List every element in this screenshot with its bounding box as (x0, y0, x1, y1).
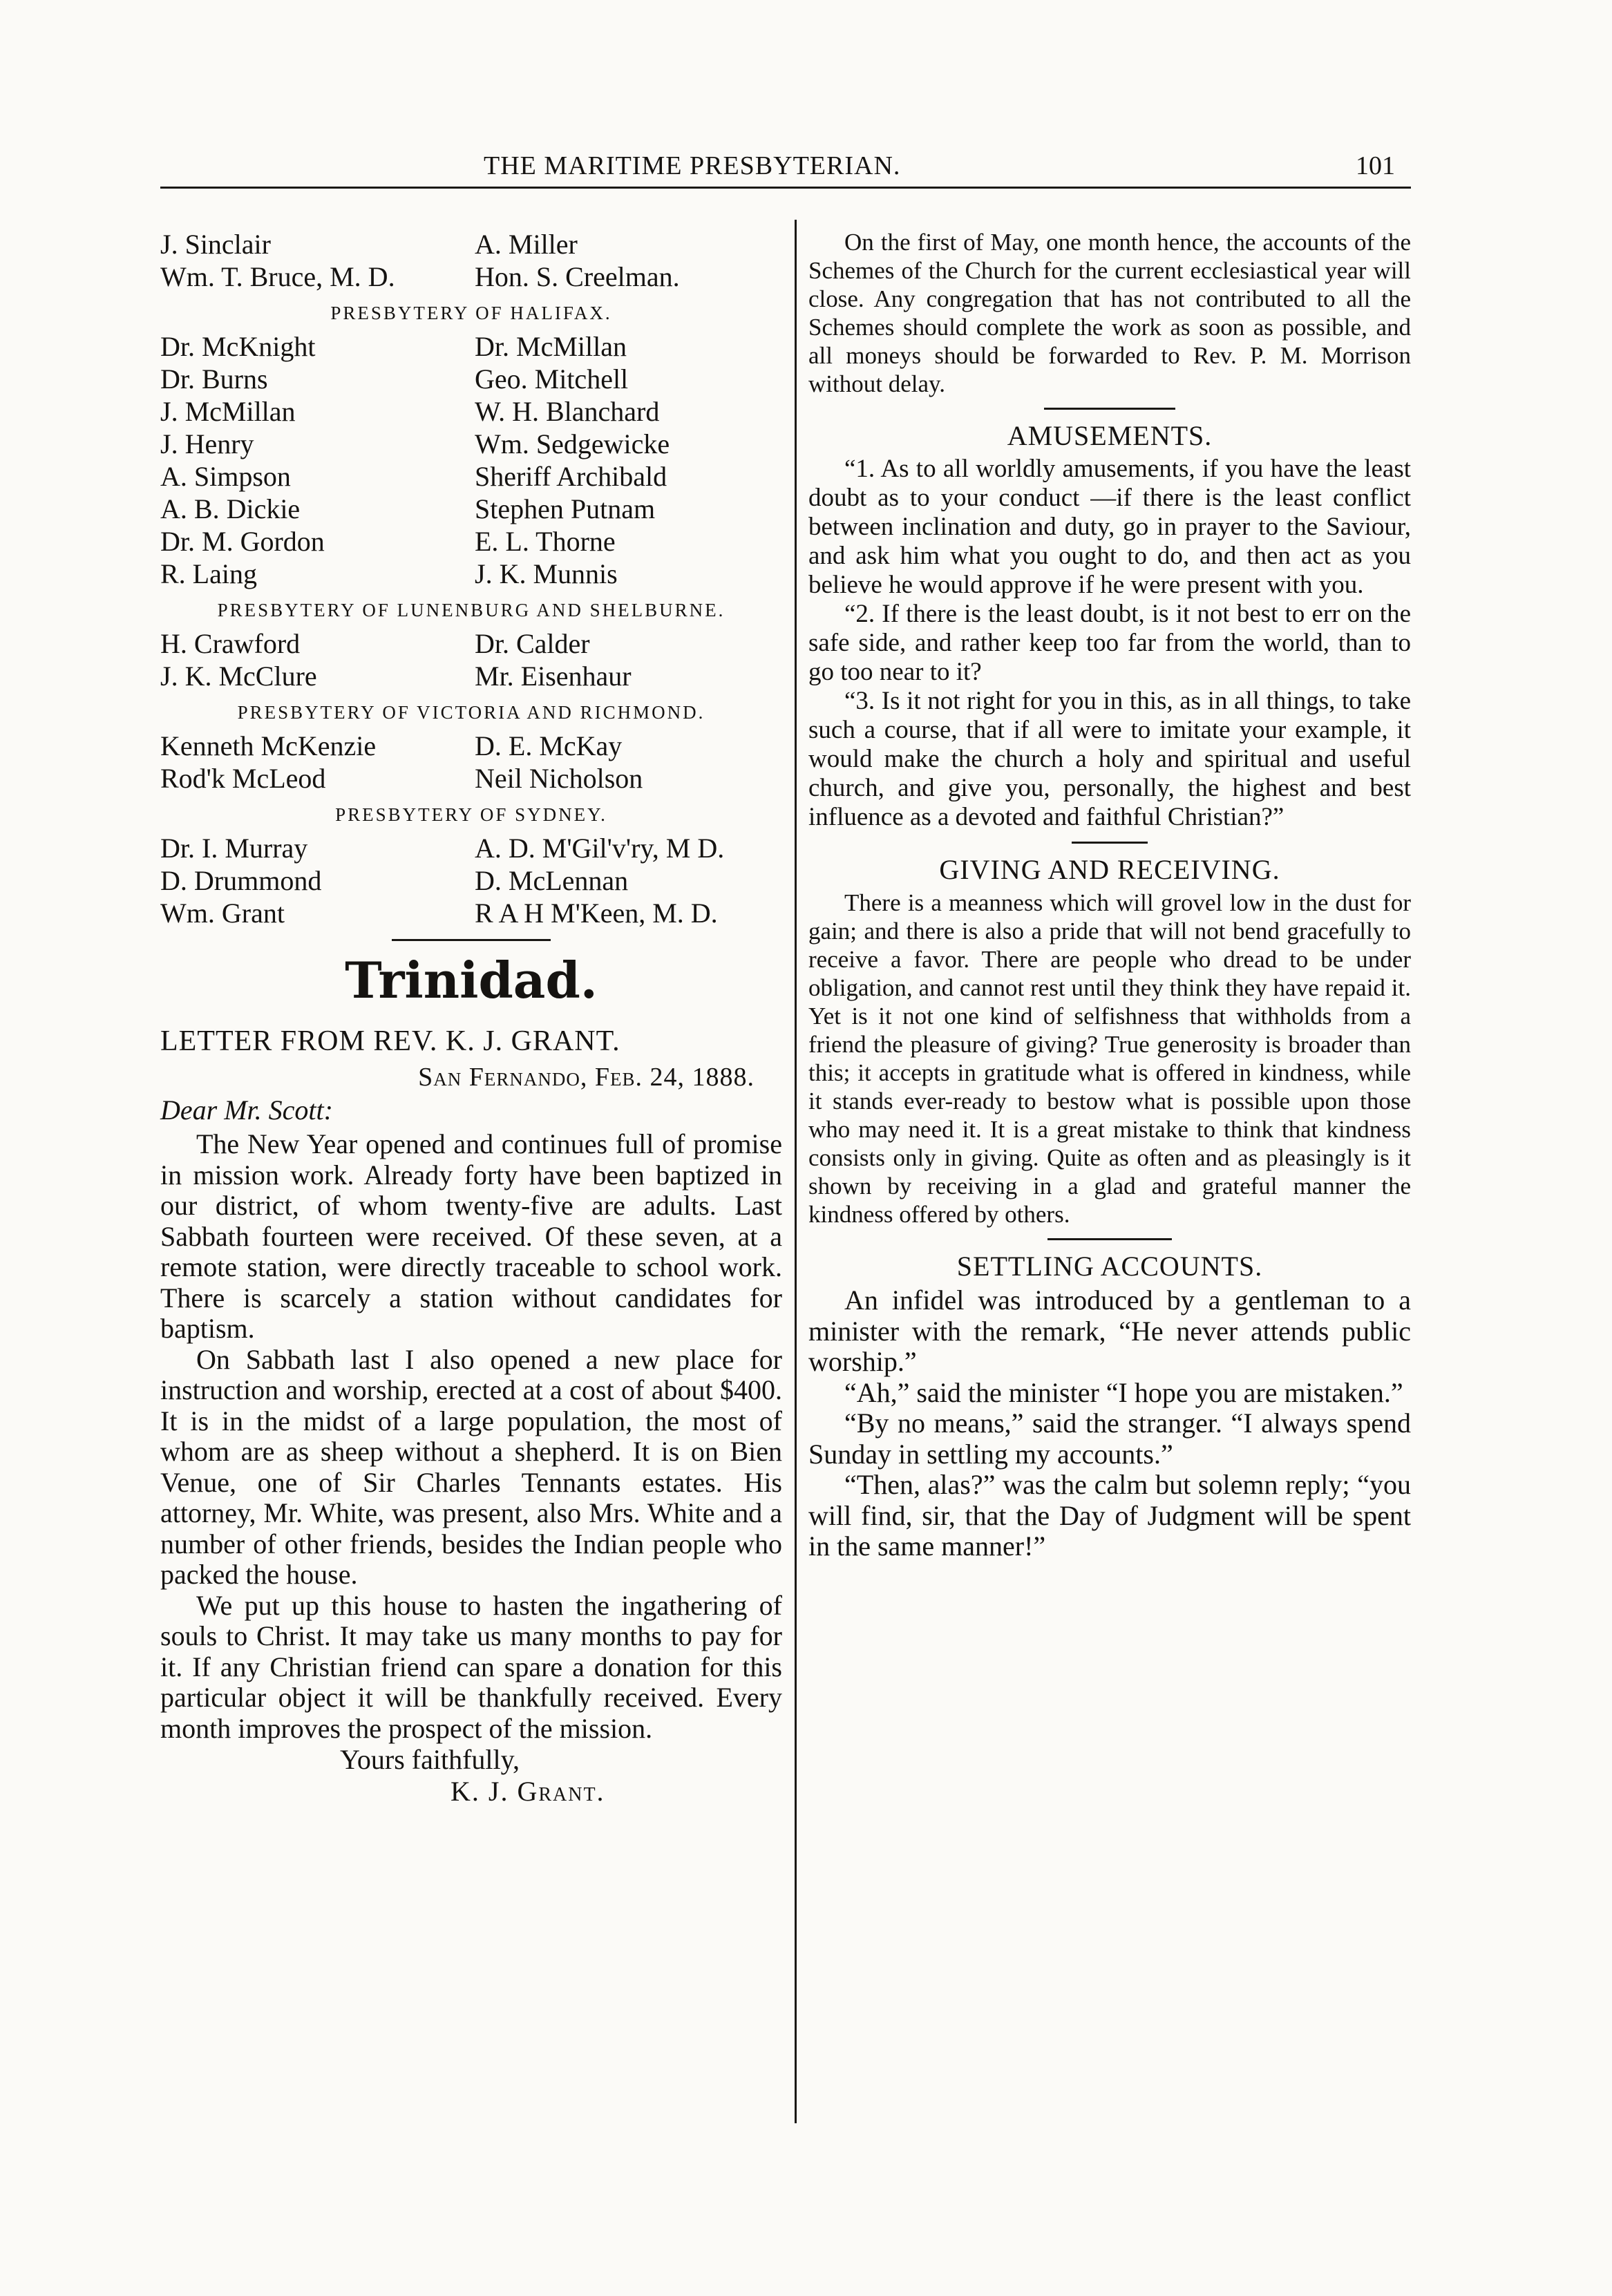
presbytery-heading: PRESBYTERY OF VICTORIA AND RICHMOND. (237, 702, 705, 723)
name-row (160, 864, 782, 897)
name: Sheriff Archibald (475, 461, 667, 492)
name-row (160, 627, 782, 660)
name-row (160, 260, 782, 293)
signature: K. J. Grant. (451, 1776, 605, 1807)
name-row (160, 460, 782, 493)
name: Wm. Grant (160, 898, 285, 929)
left-column (160, 228, 782, 1808)
name: A. D. M'Gil'v'ry, M D. (475, 833, 725, 864)
name: Mr. Eisenhaur (475, 661, 632, 692)
name-row (160, 525, 782, 558)
section-rule (392, 939, 551, 941)
name-row (160, 330, 782, 363)
letter-title: LETTER FROM REV. K. J. GRANT. (160, 1025, 620, 1057)
section-rule (1044, 408, 1175, 410)
name: H. Crawford (160, 628, 301, 659)
name: J. Henry (160, 428, 254, 459)
settling-paragraph: An infidel was introduced by a gentleman to a minister with the remark, “He never attends public worship.” (808, 1284, 1411, 1377)
name: Hon. S. Creelman. (475, 261, 680, 292)
letter-dateline: San Fernando, Feb. 24, 1888. (418, 1063, 755, 1092)
name: Dr. Burns (160, 363, 268, 395)
name-row (160, 897, 782, 929)
name: Dr. M. Gordon (160, 526, 325, 557)
amusements-paragraph: “3. Is it not right for you in this, as in all things, to take such a course, that if all were to imitate your example, it would make the church a holy and spiritual and useful church, and give you, personally, the highest and best influence as a devoted and faithful Christian?” (808, 687, 1411, 831)
name: Dr. I. Murray (160, 833, 308, 864)
letter-paragraph: We put up this house to hasten the ingathering of souls to Christ. It may take us many months to pay for it. If any Christian friend can spare a donation for this particular object it will be thankfully received. Every month improves the prospect of the mission. (160, 1589, 782, 1744)
name: J. K. McClure (160, 661, 317, 692)
name: A. B. Dickie (160, 493, 301, 524)
page-number: 101 (1356, 151, 1395, 180)
section-rule (1072, 842, 1148, 844)
section-title-amusements: AMUSEMENTS. (1007, 420, 1213, 451)
settling-paragraph: “Ah,” said the minister “I hope you are mistaken.” (844, 1376, 1403, 1408)
name-row (160, 493, 782, 525)
name: E. L. Thorne (475, 526, 616, 557)
name: Dr. Calder (475, 628, 590, 659)
section-title-settling: SETTLING ACCOUNTS. (956, 1251, 1263, 1282)
letter-paragraph: The New Year opened and continues full of promise in mission work. Already forty have been baptized in our district, of whom twenty-five are adults. Last Sabbath fourteen were received. Of these seven, at a remote station, were directly traceable to school work. There is scarcely a station without candidates for baptism. (160, 1128, 782, 1344)
presbytery-heading: PRESBYTERY OF SYDNEY. (335, 804, 607, 825)
column-divider (795, 220, 797, 2123)
section-rule (1047, 1238, 1172, 1240)
name: D. Drummond (160, 865, 322, 896)
right-column (808, 228, 1411, 1562)
name: J. K. Munnis (475, 558, 618, 589)
name: A. Miller (475, 229, 578, 260)
name: R A H M'Keen, M. D. (475, 898, 718, 929)
name-row (160, 395, 782, 428)
amusements-paragraph: “1. As to all worldly amusements, if you have the least doubt as to your conduct —if there is the least conflict between inclination and duty, go in prayer to the Saviour, and ask him what you ought to do, and then act as you believe he would approve if he were present with you. (808, 455, 1411, 599)
name: A. Simpson (160, 461, 291, 492)
intro-paragraph: On the first of May, one month hence, the accounts of the Schemes of the Church for the current ecclesiastical year will close. Any congregation that has not contributed to all the Schemes should complete the work as soon as possible, and all moneys should be forwarded to Rev. P. M. Morrison without delay. (808, 229, 1411, 397)
name-row (160, 660, 782, 692)
letter-paragraph: On Sabbath last I also opened a new place for instruction and worship, erected at a cost of about $400. It is in the midst of a large population, the most of whom are as sheep without a shepherd. It is on Bien Venue, one of Sir Charles Tennants estates. His attorney, Mr. White, was present, also Mrs. White and a number of other friends, besides the Indian people who packed the house. (160, 1343, 782, 1590)
name: R. Laing (160, 558, 257, 589)
name: D. E. McKay (475, 730, 623, 761)
name-row (160, 428, 782, 460)
name-row (160, 762, 782, 795)
name: Rod'k McLeod (160, 763, 326, 794)
name: J. McMillan (160, 396, 296, 427)
amusements-paragraph: “2. If there is the least doubt, is it not best to err on the safe side, and rather keep too far from the world, than to go too near to it? (808, 600, 1411, 686)
settling-paragraph: “Then, alas?” was the calm but solemn reply; “you will find, sir, that the Day of Judgment will be spent in the same manner!” (808, 1469, 1411, 1562)
name: Wm. T. Bruce, M. D. (160, 261, 395, 292)
name: Dr. McKnight (160, 331, 316, 362)
name: Geo. Mitchell (475, 363, 629, 395)
name: Wm. Sedgewicke (475, 428, 670, 459)
header-rule (160, 187, 1411, 189)
name: Kenneth McKenzie (160, 730, 377, 761)
name: Stephen Putnam (475, 493, 656, 524)
name: D. McLennan (475, 865, 629, 896)
section-title-giving: GIVING AND RECEIVING. (939, 854, 1280, 885)
presbytery-heading: PRESBYTERY OF LUNENBURG AND SHELBURNE. (217, 600, 726, 620)
name: W. H. Blanchard (475, 396, 660, 427)
closing-line: Yours faithfully, (340, 1744, 520, 1775)
name-row (160, 558, 782, 590)
name-row (160, 228, 782, 260)
giving-paragraph: There is a meanness which will grovel low in the dust for gain; and there is also a pride that will not bend gracefully to receive a favor. There are people who dread to be under obligation, and cannot rest until they think they have repaid it. Yet is it not one kind of selfishness that withholds from a friend the pleasure of giving? True generosity is broader than this; it accepts in gratitude what is offered in kindness, while it stands ever-ready to bestow what is possible upon those who may need it. It is a great mistake to think that kindness consists only in giving. Quite as often and as pleasingly is it shown by receiving in a glad and grateful manner the kindness offered by others. (808, 889, 1411, 1228)
name-row (160, 363, 782, 395)
section-title-trinidad: Trinidad. (345, 951, 598, 1009)
page-title: THE MARITIME PRESBYTERIAN. (484, 151, 901, 180)
presbytery-heading: PRESBYTERY OF HALIFAX. (330, 303, 612, 323)
letter-closing (160, 1744, 782, 1808)
letter-salutation: Dear Mr. Scott: (160, 1094, 333, 1126)
settling-paragraph: “By no means,” said the stranger. “I always spend Sunday in settling my accounts.” (808, 1407, 1411, 1470)
name: Dr. McMillan (475, 331, 627, 362)
name: J. Sinclair (160, 229, 271, 260)
name-row (160, 832, 782, 864)
name-row (160, 730, 782, 762)
name: Neil Nicholson (475, 763, 643, 794)
